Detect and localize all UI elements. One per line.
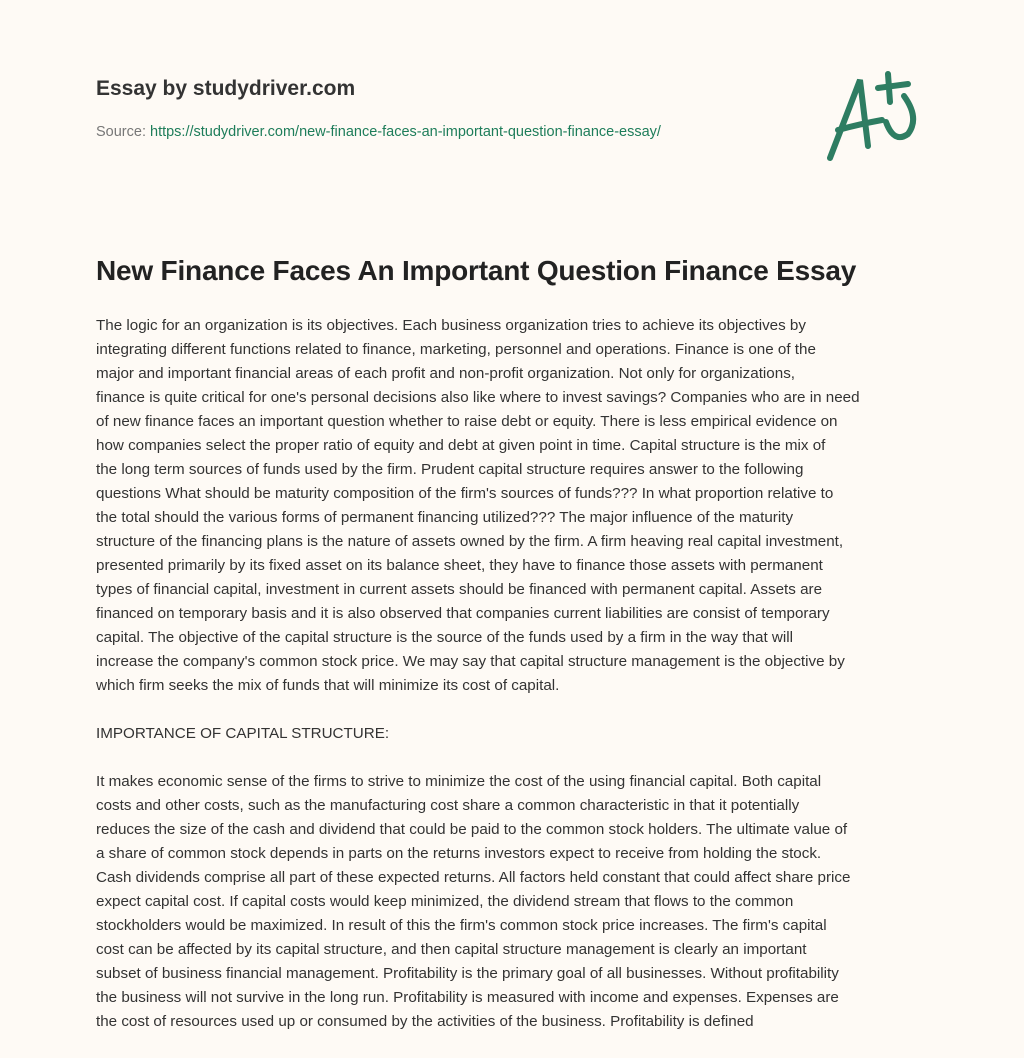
- text-line: The logic for an organization is its objectives. Each business organization tries to achieve its objectives by: [96, 317, 806, 334]
- text-line: the business will not survive in the long run. Profitability is measured with income and expenses. Expenses are: [96, 989, 839, 1006]
- source-label: Source:: [96, 124, 150, 140]
- text-line: capital. The objective of the capital structure is the source of the funds used by a firm in the way that will: [96, 629, 794, 646]
- text-line: It makes economic sense of the firms to strive to minimize the cost of the using financial capital. Both capital: [96, 773, 822, 790]
- text-line: the total should the various forms of permanent financing utilized??? The major influence of the maturity: [96, 509, 794, 526]
- text-line: expect capital cost. If capital costs would keep minimized, the dividend stream that flows to the common: [96, 893, 794, 910]
- text-line: stockholders would be maximized. In result of this the firm's common stock price increases. The firm's capital: [96, 917, 827, 934]
- text-line: the cost of resources used up or consumed by the activities of the business. Profitability is defined: [96, 1013, 754, 1030]
- text-line: finance is quite critical for one's personal decisions also like where to invest savings? Companies who are in need: [96, 389, 860, 406]
- essay-body: [96, 314, 936, 1058]
- text-line: increase the company's common stock price. We may say that capital structure management is the objective by: [96, 653, 845, 670]
- source-link[interactable]: https://studydriver.com/new-finance-faces-an-important-question-finance-essay/: [150, 124, 661, 140]
- text-line: integrating different functions related to finance, marketing, personnel and operations. Finance is one of the: [96, 341, 816, 358]
- source-line: [96, 124, 661, 140]
- text-line: presented primarily by its fixed asset on its balance sheet, they have to finance those assets with permanent: [96, 557, 823, 574]
- text-line: the long term sources of funds used by the firm. Prudent capital structure requires answer to the following: [96, 461, 804, 478]
- text-line: major and important financial areas of each profit and non-profit organization. Not only for organizations,: [96, 365, 796, 382]
- text-line: Cash dividends comprise all part of these expected returns. All factors held constant that could affect share price: [96, 869, 851, 886]
- text-line: which firm seeks the mix of funds that will minimize its cost of capital.: [96, 677, 560, 694]
- text-line: financed on temporary basis and it is also observed that companies current liabilities are consist of temporary: [96, 605, 830, 622]
- essay-title: New Finance Faces An Important Question Finance Essay: [96, 255, 857, 286]
- paragraph-intro: [96, 314, 936, 698]
- text-line: IMPORTANCE OF CAPITAL STRUCTURE:: [96, 725, 390, 742]
- site-brand: Essay by studydriver.com: [96, 77, 356, 100]
- paragraph-importance: [96, 770, 936, 1034]
- text-line: of new finance faces an important question whether to raise debt or equity. There is less empirical evidence on: [96, 413, 838, 430]
- text-line: a share of common stock depends in parts on the returns investors expect to receive from holding the stock.: [96, 845, 822, 862]
- text-line: how companies select the proper ratio of equity and debt at given point in time. Capital structure is the mix of: [96, 437, 826, 454]
- text-line: structure of the financing plans is the nature of assets owned by the firm. A firm heaving real capital investment,: [96, 533, 844, 550]
- text-line: types of financial capital, investment in current assets should be financed with permanent capital. Assets are: [96, 581, 823, 598]
- text-line: cost can be affected by its capital structure, and then capital structure management is clearly an important: [96, 941, 807, 958]
- text-line: reduces the size of the cash and dividend that could be paid to the common stock holders. The ultimate value of: [96, 821, 848, 838]
- text-line: subset of business financial management. Profitability is the primary goal of all businesses. Without profitability: [96, 965, 839, 982]
- text-line: questions What should be maturity composition of the firm's sources of funds??? In what proportion relative to: [96, 485, 834, 502]
- section-heading: [96, 722, 936, 746]
- text-line: costs and other costs, such as the manufacturing cost share a common characteristic in that it potentially: [96, 797, 800, 814]
- a-plus-logo: [820, 68, 930, 173]
